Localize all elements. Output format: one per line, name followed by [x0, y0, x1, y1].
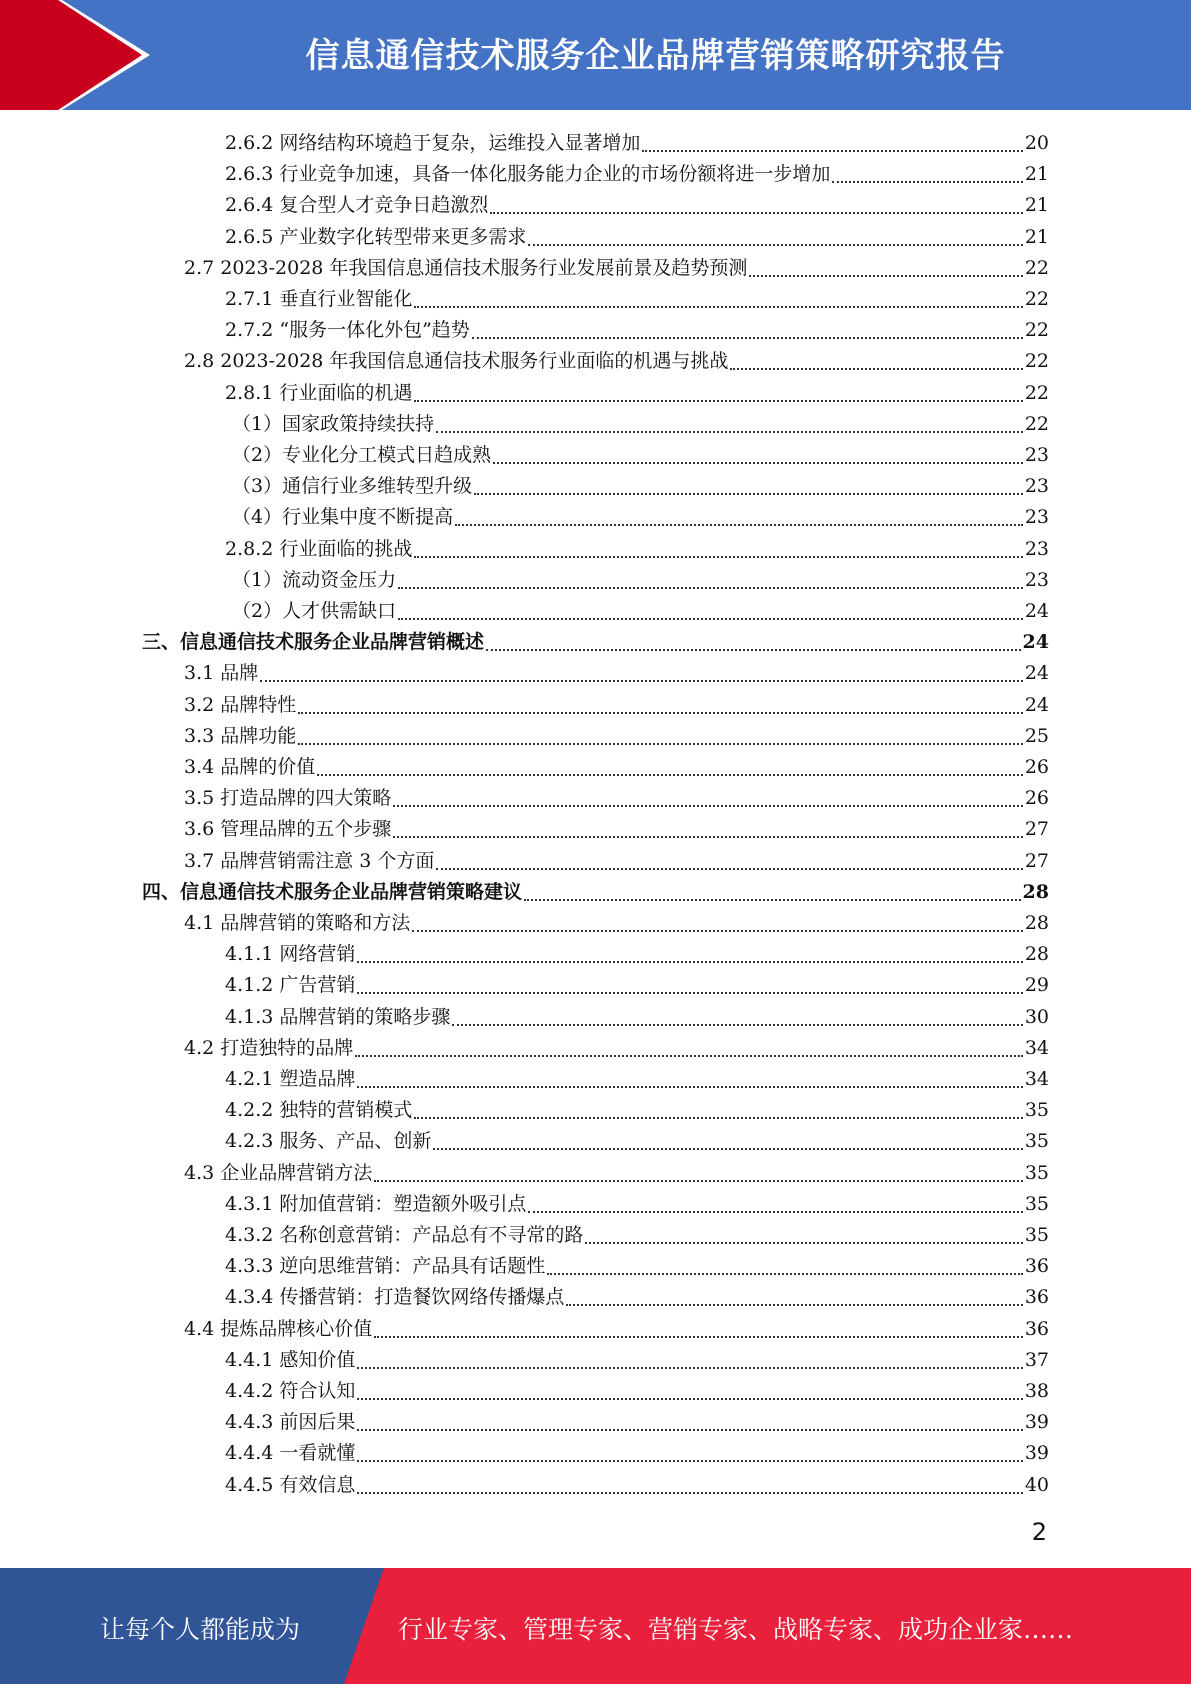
- toc-entry[interactable]: [232, 409, 1049, 440]
- toc-leader-dots: [749, 275, 1022, 277]
- toc-entry[interactable]: [225, 1064, 1049, 1095]
- toc-leader-dots: [357, 1367, 1022, 1369]
- page-number: 2: [1031, 1518, 1047, 1546]
- toc-entry-page: 35: [1024, 1099, 1049, 1122]
- toc-entry-page: 23: [1024, 444, 1049, 466]
- toc-entry[interactable]: [225, 1126, 1049, 1157]
- toc-entry[interactable]: [184, 846, 1049, 877]
- toc-entry-page: 35: [1024, 1224, 1049, 1246]
- toc-entry-title: 4.4.5 有效信息: [225, 1473, 356, 1496]
- toc-entry[interactable]: [225, 1220, 1049, 1251]
- toc-leader-dots: [490, 212, 1022, 214]
- toc-entry-page: 26: [1024, 787, 1049, 810]
- toc-entry-page: 26: [1024, 756, 1049, 778]
- toc-entry-title: 2.7 2023-2028 年我国信息通信技术服务行业发展前景及趋势预测: [184, 256, 748, 279]
- toc-entry[interactable]: [225, 1438, 1049, 1469]
- toc-entry[interactable]: [184, 908, 1049, 939]
- toc-entry-page: 24: [1024, 693, 1049, 716]
- toc-entry-title: 3.5 打造品牌的四大策略: [184, 787, 392, 810]
- toc-entry-title: 4.1.3 品牌营销的策略步骤: [225, 1005, 451, 1028]
- toc-leader-dots: [566, 1304, 1022, 1306]
- toc-leader-dots: [436, 868, 1022, 870]
- toc-entry-page: 35: [1024, 1192, 1049, 1215]
- toc-entry-title: 4.3.1 附加值营销：塑造额外吸引点: [225, 1192, 527, 1215]
- toc-entry[interactable]: [184, 1158, 1049, 1189]
- toc-leader-dots: [357, 961, 1022, 963]
- toc-leader-dots: [298, 743, 1023, 745]
- toc-leader-dots: [486, 649, 1021, 651]
- toc-entry-title: 四、信息通信技术服务企业品牌营销策略建议: [142, 880, 523, 903]
- toc-entry-page: 34: [1024, 1068, 1049, 1090]
- toc-entry[interactable]: [184, 253, 1049, 284]
- toc-leader-dots: [585, 1242, 1022, 1244]
- toc-entry[interactable]: [142, 877, 1049, 908]
- toc-entry[interactable]: [184, 690, 1049, 721]
- toc-entry[interactable]: [225, 534, 1049, 565]
- toc-entry-title: 4.1.1 网络营销: [225, 943, 356, 966]
- report-title: 信息通信技术服务企业品牌营销策略研究报告: [305, 36, 1006, 76]
- toc-entry[interactable]: [225, 1002, 1049, 1033]
- toc-entry-title: 2.6.2 网络结构环境趋于复杂，运维投入显著增加: [225, 132, 641, 154]
- toc-entry[interactable]: [225, 939, 1049, 970]
- toc-entry-title: 4.2.2 独特的营销模式: [225, 1099, 413, 1122]
- toc-entry-title: 4.4.2 符合认知: [225, 1380, 356, 1402]
- toc-entry-page: 36: [1024, 1286, 1049, 1309]
- toc-entry[interactable]: [184, 752, 1049, 783]
- toc-entry-page: 38: [1024, 1380, 1049, 1402]
- toc-leader-dots: [398, 587, 1023, 589]
- page-footer: [0, 1568, 1191, 1684]
- toc-entry-page: 24: [1024, 662, 1049, 685]
- toc-leader-dots: [260, 680, 1023, 682]
- toc-entry[interactable]: [225, 1251, 1049, 1282]
- toc-entry[interactable]: [184, 814, 1049, 845]
- toc-leader-dots: [528, 244, 1022, 246]
- toc-entry-page: 29: [1024, 974, 1049, 997]
- toc-entry-title: 2.8.1 行业面临的机遇: [225, 381, 413, 404]
- toc-entry[interactable]: [225, 1189, 1049, 1220]
- toc-leader-dots: [528, 1211, 1022, 1213]
- toc-leader-dots: [357, 1492, 1022, 1494]
- toc-entry-title: （4）行业集中度不断提高: [232, 506, 454, 529]
- toc-entry-page: 21: [1024, 225, 1049, 248]
- toc-entry-title: 3.3 品牌功能: [184, 724, 297, 747]
- toc-entry-title: 三、信息通信技术服务企业品牌营销概述: [142, 631, 485, 654]
- toc-entry[interactable]: [225, 190, 1049, 221]
- toc-entry-title: （2）专业化分工模式日趋成熟: [232, 444, 492, 466]
- toc-entry-title: 2.6.4 复合型人才竞争日趋激烈: [225, 194, 489, 217]
- toc-entry[interactable]: [232, 471, 1049, 502]
- toc-entry[interactable]: [184, 721, 1049, 752]
- toc-entry[interactable]: [225, 128, 1049, 159]
- toc-entry-page: 23: [1024, 537, 1049, 560]
- toc-entry[interactable]: [184, 1033, 1049, 1064]
- toc-leader-dots: [412, 930, 1023, 932]
- toc-entry-page: 28: [1024, 912, 1049, 934]
- toc-entry-title: 4.4.1 感知价值: [225, 1348, 356, 1371]
- toc-entry-title: 4.4 提炼品牌核心价值: [184, 1317, 373, 1340]
- toc-leader-dots: [357, 1398, 1022, 1400]
- header-arrow-decoration: [0, 0, 160, 110]
- toc-entry[interactable]: [225, 1376, 1049, 1407]
- toc-entry[interactable]: [142, 627, 1049, 658]
- toc-leader-dots: [547, 1273, 1022, 1275]
- toc-entry-title: 4.4.3 前因后果: [225, 1411, 356, 1434]
- toc-leader-dots: [374, 1336, 1023, 1338]
- toc-entry[interactable]: [225, 222, 1049, 253]
- toc-entry-title: 3.7 品牌营销需注意 3 个方面: [184, 849, 435, 872]
- toc-entry[interactable]: [225, 1345, 1049, 1376]
- toc-leader-dots: [355, 1055, 1023, 1057]
- toc-entry[interactable]: [225, 159, 1049, 190]
- toc-entry[interactable]: [184, 346, 1049, 377]
- toc-entry-title: 3.2 品牌特性: [184, 693, 297, 716]
- toc-entry-page: 24: [1024, 600, 1049, 622]
- toc-entry-page: 21: [1024, 194, 1049, 217]
- toc-leader-dots: [433, 1148, 1022, 1150]
- toc-entry-page: 24: [1022, 631, 1049, 654]
- toc-entry-page: 39: [1024, 1442, 1049, 1465]
- toc-entry[interactable]: [225, 970, 1049, 1001]
- toc-entry-page: 22: [1024, 256, 1049, 279]
- toc-entry-title: （3）通信行业多维转型升级: [232, 475, 473, 498]
- toc-entry-title: 2.6.3 行业竞争加速，具备一体化服务能力企业的市场份额将进一步增加: [225, 163, 831, 186]
- toc-entry-page: 36: [1024, 1255, 1049, 1278]
- toc-entry-page: 37: [1024, 1348, 1049, 1371]
- toc-entry[interactable]: [232, 596, 1049, 627]
- toc-leader-dots: [474, 493, 1023, 495]
- toc-entry-title: 4.3.2 名称创意营销：产品总有不寻常的路: [225, 1224, 584, 1246]
- toc-entry-title: （1）流动资金压力: [232, 568, 397, 591]
- toc-entry-page: 22: [1024, 319, 1049, 342]
- toc-entry-title: 4.3.3 逆向思维营销：产品具有话题性: [225, 1255, 546, 1278]
- toc-entry-title: 2.7.1 垂直行业智能化: [225, 288, 413, 310]
- toc-entry-page: 35: [1024, 1130, 1049, 1153]
- footer-slogan-right: 行业专家、管理专家、营销专家、战略专家、成功企业家……: [398, 1615, 1074, 1644]
- toc-entry-title: 3.6 管理品牌的五个步骤: [184, 818, 392, 841]
- toc-leader-dots: [832, 181, 1022, 183]
- toc-leader-dots: [436, 431, 1023, 433]
- toc-entry-title: 3.4 品牌的价值: [184, 756, 316, 778]
- toc-entry[interactable]: [225, 1095, 1049, 1126]
- page-header: [0, 0, 1191, 110]
- toc-leader-dots: [398, 618, 1023, 620]
- toc-leader-dots: [357, 992, 1022, 994]
- toc-leader-dots: [374, 1180, 1023, 1182]
- toc-leader-dots: [414, 400, 1022, 402]
- toc-entry[interactable]: [184, 658, 1049, 689]
- toc-leader-dots: [730, 368, 1022, 370]
- toc-entry-title: 4.2.1 塑造品牌: [225, 1068, 356, 1090]
- toc-entry-title: 4.2 打造独特的品牌: [184, 1036, 354, 1059]
- toc-entry[interactable]: [184, 1314, 1049, 1345]
- toc-leader-dots: [452, 1024, 1022, 1026]
- toc-entry[interactable]: [225, 315, 1049, 346]
- toc-entry-title: 2.6.5 产业数字化转型带来更多需求: [225, 225, 527, 248]
- toc-entry-title: 4.1 品牌营销的策略和方法: [184, 912, 411, 934]
- toc-leader-dots: [414, 556, 1022, 558]
- toc-entry-page: 21: [1024, 163, 1049, 186]
- toc-leader-dots: [357, 1086, 1022, 1088]
- toc-entry-page: 25: [1024, 724, 1049, 747]
- toc-entry-page: 22: [1024, 350, 1049, 373]
- toc-entry[interactable]: [225, 284, 1049, 315]
- toc-entry-page: 23: [1024, 568, 1049, 591]
- toc-leader-dots: [298, 712, 1023, 714]
- toc-entry-page: 27: [1024, 849, 1049, 872]
- toc-entry-page: 22: [1024, 381, 1049, 404]
- toc-entry-page: 23: [1024, 506, 1049, 529]
- toc-leader-dots: [455, 524, 1023, 526]
- toc-entry-page: 23: [1024, 475, 1049, 498]
- toc-entry-page: 28: [1022, 880, 1049, 903]
- toc-leader-dots: [414, 306, 1022, 308]
- toc-entry-page: 22: [1024, 288, 1049, 310]
- toc-entry-page: 28: [1024, 943, 1049, 966]
- toc-entry-title: （1）国家政策持续扶持: [232, 412, 435, 435]
- toc-entry[interactable]: [232, 502, 1049, 533]
- toc-entry-title: 4.1.2 广告营销: [225, 974, 356, 997]
- toc-entry[interactable]: [225, 1282, 1049, 1313]
- toc-entry-title: 4.2.3 服务、产品、创新: [225, 1130, 432, 1153]
- toc-leader-dots: [524, 899, 1021, 901]
- toc-entry-page: 36: [1024, 1317, 1049, 1340]
- toc-entry[interactable]: [225, 378, 1049, 409]
- toc-entry-page: 22: [1024, 412, 1049, 435]
- toc-entry-title: 4.3.4 传播营销：打造餐饮网络传播爆点: [225, 1286, 565, 1309]
- toc-entry[interactable]: [232, 440, 1049, 471]
- toc-leader-dots: [414, 1117, 1022, 1119]
- footer-slogan-left: 让每个人都能成为: [99, 1615, 300, 1644]
- toc-entry-page: 40: [1024, 1473, 1049, 1496]
- toc-entry-title: （2）人才供需缺口: [232, 600, 397, 622]
- toc-entry-page: 34: [1024, 1036, 1049, 1059]
- toc-leader-dots: [393, 805, 1023, 807]
- toc-leader-dots: [472, 337, 1023, 339]
- toc-entry-page: 30: [1024, 1005, 1049, 1028]
- toc-leader-dots: [642, 150, 1022, 152]
- toc-entry-page: 39: [1024, 1411, 1049, 1434]
- toc-entry[interactable]: [225, 1470, 1049, 1501]
- toc-entry[interactable]: [184, 783, 1049, 814]
- toc-leader-dots: [357, 1460, 1022, 1462]
- toc-leader-dots: [317, 774, 1023, 776]
- toc-entry-page: 20: [1024, 132, 1049, 154]
- toc-leader-dots: [493, 462, 1023, 464]
- toc-entry-title: 3.1 品牌: [184, 662, 259, 685]
- toc-leader-dots: [393, 836, 1023, 838]
- toc-entry-title: 4.3 企业品牌营销方法: [184, 1161, 373, 1184]
- toc-entry-page: 35: [1024, 1161, 1049, 1184]
- toc-entry-title: 2.8.2 行业面临的挑战: [225, 537, 413, 560]
- toc-entry[interactable]: [225, 1407, 1049, 1438]
- toc-entry[interactable]: [232, 565, 1049, 596]
- toc-entry-page: 27: [1024, 818, 1049, 841]
- toc-leader-dots: [357, 1429, 1022, 1431]
- toc-entry-title: 4.4.4 一看就懂: [225, 1442, 356, 1465]
- toc-entry-title: 2.8 2023-2028 年我国信息通信技术服务行业面临的机遇与挑战: [184, 350, 729, 373]
- toc-entry-title: 2.7.2 “服务一体化外包”趋势: [225, 319, 470, 342]
